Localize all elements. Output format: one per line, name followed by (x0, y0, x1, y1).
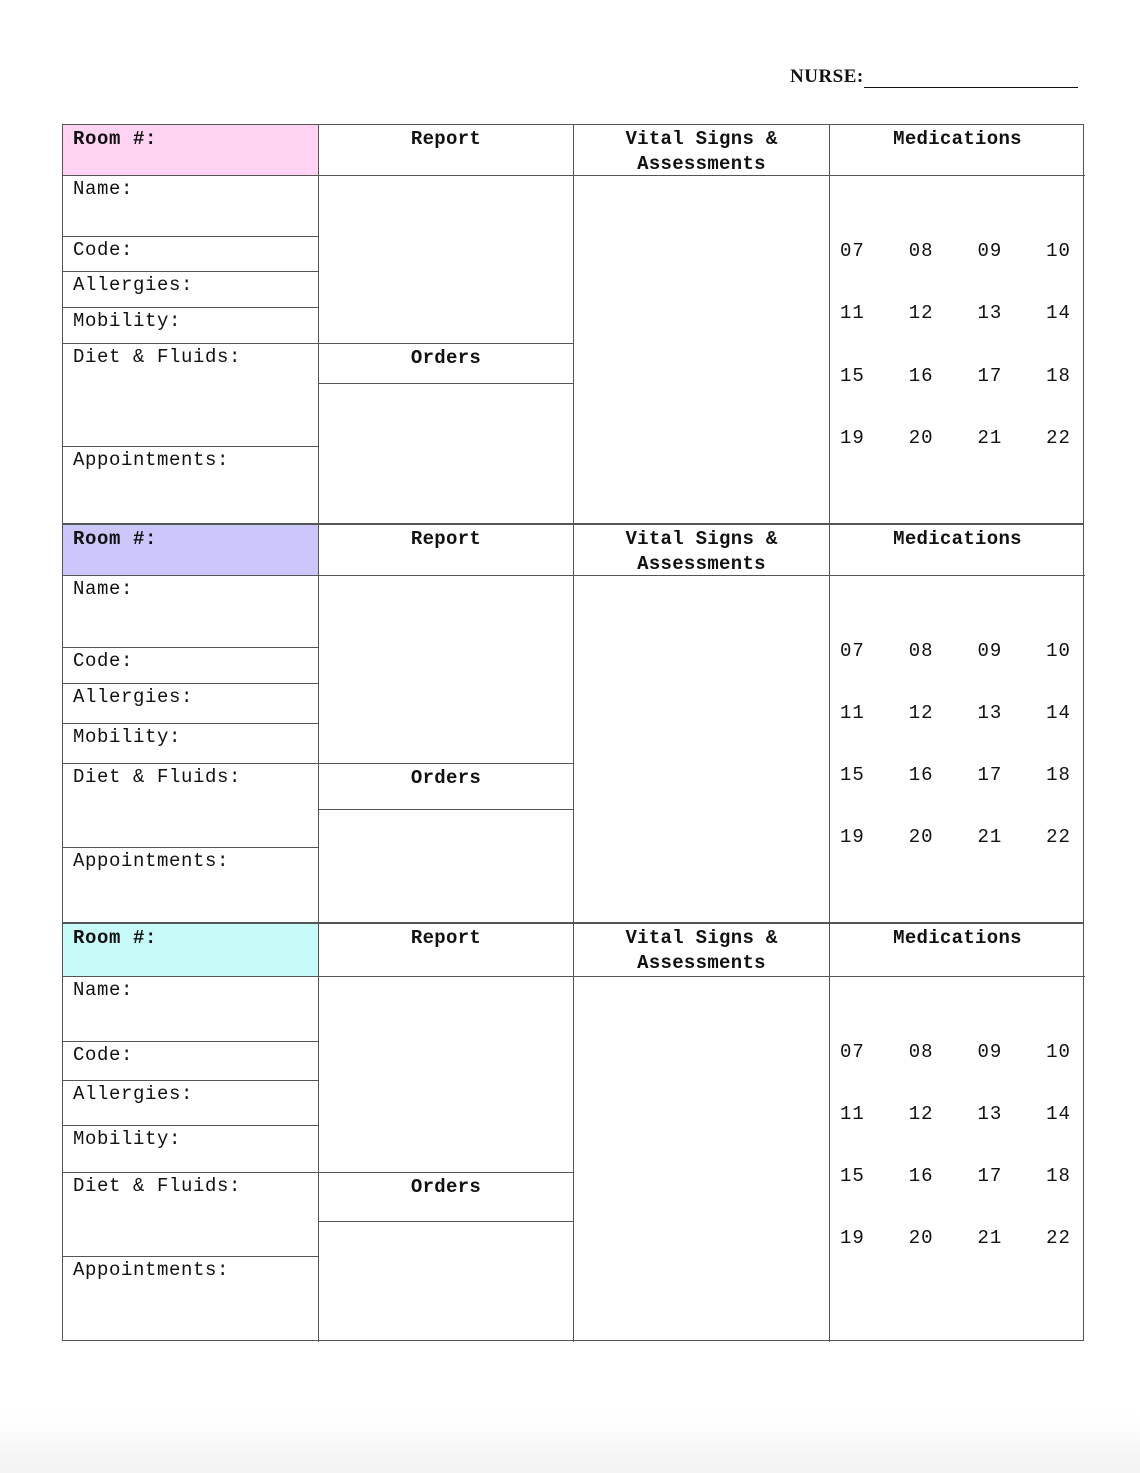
medication-times-area[interactable] (830, 576, 1085, 924)
report-area[interactable] (319, 576, 574, 764)
name-label: Name: (73, 578, 134, 600)
name-label: Name: (73, 979, 134, 1001)
code-label: Code: (73, 239, 134, 261)
report-header: Report (319, 924, 574, 977)
med-time[interactable]: 20 (908, 826, 934, 848)
appointments-field[interactable] (63, 447, 319, 525)
med-time[interactable]: 22 (1046, 1227, 1071, 1249)
med-times-row (840, 701, 1071, 725)
mobility-field[interactable] (63, 724, 319, 764)
vitals-header (574, 125, 830, 176)
med-time[interactable]: 11 (840, 302, 865, 324)
code-field[interactable] (63, 648, 319, 684)
orders-area[interactable] (319, 384, 574, 525)
med-times-row (840, 1164, 1071, 1188)
name-label: Name: (73, 178, 134, 200)
med-time[interactable]: 09 (977, 240, 1003, 262)
med-time[interactable]: 10 (1046, 240, 1071, 262)
med-times-row (840, 239, 1071, 263)
report-area[interactable] (319, 977, 574, 1173)
med-time[interactable]: 09 (977, 1041, 1003, 1063)
room-block-2 (62, 524, 1084, 923)
med-time[interactable]: 15 (840, 764, 865, 786)
vitals-area[interactable] (574, 977, 830, 1342)
vitals-header-line-1: Vital Signs & (625, 528, 778, 550)
med-time[interactable]: 20 (908, 427, 934, 449)
diet-fluids-label: Diet & Fluids: (73, 346, 242, 368)
nurse-signature-line (790, 66, 1078, 88)
diet-fluids-label: Diet & Fluids: (73, 766, 242, 788)
mobility-label: Mobility: (73, 726, 182, 748)
med-time[interactable]: 13 (977, 1103, 1003, 1125)
code-label: Code: (73, 650, 134, 672)
med-time[interactable]: 15 (840, 365, 865, 387)
med-time[interactable]: 10 (1046, 640, 1071, 662)
med-time[interactable]: 12 (908, 1103, 934, 1125)
med-time[interactable]: 19 (840, 826, 865, 848)
med-time[interactable]: 18 (1046, 1165, 1071, 1187)
allergies-label: Allergies: (73, 686, 194, 708)
medication-times-area[interactable] (830, 977, 1085, 1342)
med-time[interactable]: 20 (908, 1227, 934, 1249)
orders-area[interactable] (319, 1222, 574, 1342)
med-time[interactable]: 13 (977, 302, 1003, 324)
med-time[interactable]: 13 (977, 702, 1003, 724)
med-time[interactable]: 21 (977, 1227, 1003, 1249)
page-bottom-shade (0, 1413, 1140, 1473)
med-times-row (840, 426, 1071, 450)
room-number-cell[interactable] (63, 924, 319, 977)
med-times-row (840, 364, 1071, 388)
med-time[interactable]: 08 (908, 1041, 934, 1063)
report-header: Report (319, 525, 574, 576)
med-time[interactable]: 14 (1046, 302, 1071, 324)
med-time[interactable]: 12 (908, 702, 934, 724)
med-time[interactable]: 07 (840, 1041, 865, 1063)
med-time[interactable]: 10 (1046, 1041, 1071, 1063)
nurse-label: NURSE: (790, 66, 864, 87)
medications-header: Medications (830, 924, 1085, 977)
med-time[interactable]: 11 (840, 1103, 865, 1125)
medications-header: Medications (830, 125, 1085, 176)
vitals-header-line-1: Vital Signs & (625, 927, 778, 949)
med-time[interactable]: 16 (908, 1165, 934, 1187)
vitals-header-line-2: Assessments (637, 553, 766, 575)
vitals-area[interactable] (574, 176, 830, 525)
vitals-area[interactable] (574, 576, 830, 924)
room-block-3 (62, 923, 1084, 1341)
name-field[interactable] (63, 977, 319, 1042)
med-time[interactable]: 09 (977, 640, 1003, 662)
mobility-label: Mobility: (73, 310, 182, 332)
mobility-field[interactable] (63, 308, 319, 344)
med-time[interactable]: 08 (908, 640, 934, 662)
med-time[interactable]: 11 (840, 702, 865, 724)
med-time[interactable]: 07 (840, 640, 865, 662)
room-number-cell[interactable] (63, 125, 319, 176)
med-times-row (840, 825, 1071, 849)
orders-header: Orders (319, 764, 574, 810)
mobility-label: Mobility: (73, 1128, 182, 1150)
med-time[interactable]: 21 (977, 427, 1003, 449)
med-time[interactable]: 08 (908, 240, 934, 262)
room-number-label: Room #: (73, 528, 158, 550)
code-field[interactable] (63, 237, 319, 272)
diet-fluids-field[interactable] (63, 1173, 319, 1257)
vitals-header-line-2: Assessments (637, 153, 766, 175)
allergies-field[interactable] (63, 684, 319, 724)
allergies-label: Allergies: (73, 1083, 194, 1105)
med-time[interactable]: 21 (977, 826, 1003, 848)
allergies-label: Allergies: (73, 274, 194, 296)
appointments-field[interactable] (63, 848, 319, 924)
code-field[interactable] (63, 1042, 319, 1081)
vitals-header (574, 924, 830, 977)
med-time[interactable]: 14 (1046, 1103, 1071, 1125)
med-time[interactable]: 19 (840, 427, 865, 449)
appointments-label: Appointments: (73, 1259, 230, 1281)
room-block-1 (62, 124, 1084, 524)
allergies-field[interactable] (63, 1081, 319, 1126)
med-times-row (840, 1226, 1071, 1250)
med-time[interactable]: 15 (840, 1165, 865, 1187)
med-times-row (840, 1102, 1071, 1126)
medications-header: Medications (830, 525, 1085, 576)
vitals-header-line-1: Vital Signs & (625, 128, 778, 150)
appointments-field[interactable] (63, 1257, 319, 1342)
orders-header: Orders (319, 344, 574, 384)
appointments-label: Appointments: (73, 449, 230, 471)
med-times-row (840, 639, 1071, 663)
report-area[interactable] (319, 176, 574, 344)
allergies-field[interactable] (63, 272, 319, 308)
nurse-name-blank[interactable] (864, 68, 1078, 88)
med-time[interactable]: 18 (1046, 365, 1071, 387)
med-time[interactable]: 17 (977, 1165, 1003, 1187)
med-time[interactable]: 22 (1046, 427, 1071, 449)
room-number-label: Room #: (73, 927, 158, 949)
vitals-header (574, 525, 830, 576)
name-field[interactable] (63, 176, 319, 237)
med-time[interactable]: 19 (840, 1227, 865, 1249)
med-time[interactable]: 12 (908, 302, 934, 324)
med-time[interactable]: 17 (977, 365, 1003, 387)
med-times-row (840, 301, 1071, 325)
diet-fluids-field[interactable] (63, 344, 319, 447)
med-time[interactable]: 14 (1046, 702, 1071, 724)
code-label: Code: (73, 1044, 134, 1066)
med-times-row (840, 1040, 1071, 1064)
orders-area[interactable] (319, 810, 574, 924)
med-time[interactable]: 17 (977, 764, 1003, 786)
name-field[interactable] (63, 576, 319, 648)
medication-times-area[interactable] (830, 176, 1085, 525)
med-time[interactable]: 18 (1046, 764, 1071, 786)
appointments-label: Appointments: (73, 850, 230, 872)
orders-header: Orders (319, 1173, 574, 1222)
med-time[interactable]: 22 (1046, 826, 1071, 848)
diet-fluids-label: Diet & Fluids: (73, 1175, 242, 1197)
med-times-row (840, 763, 1071, 787)
diet-fluids-field[interactable] (63, 764, 319, 848)
vitals-header-line-2: Assessments (637, 952, 766, 974)
mobility-field[interactable] (63, 1126, 319, 1173)
report-header: Report (319, 125, 574, 176)
med-time[interactable]: 16 (908, 764, 934, 786)
med-time[interactable]: 07 (840, 240, 865, 262)
room-number-label: Room #: (73, 128, 158, 150)
room-number-cell[interactable] (63, 525, 319, 576)
med-time[interactable]: 16 (908, 365, 934, 387)
